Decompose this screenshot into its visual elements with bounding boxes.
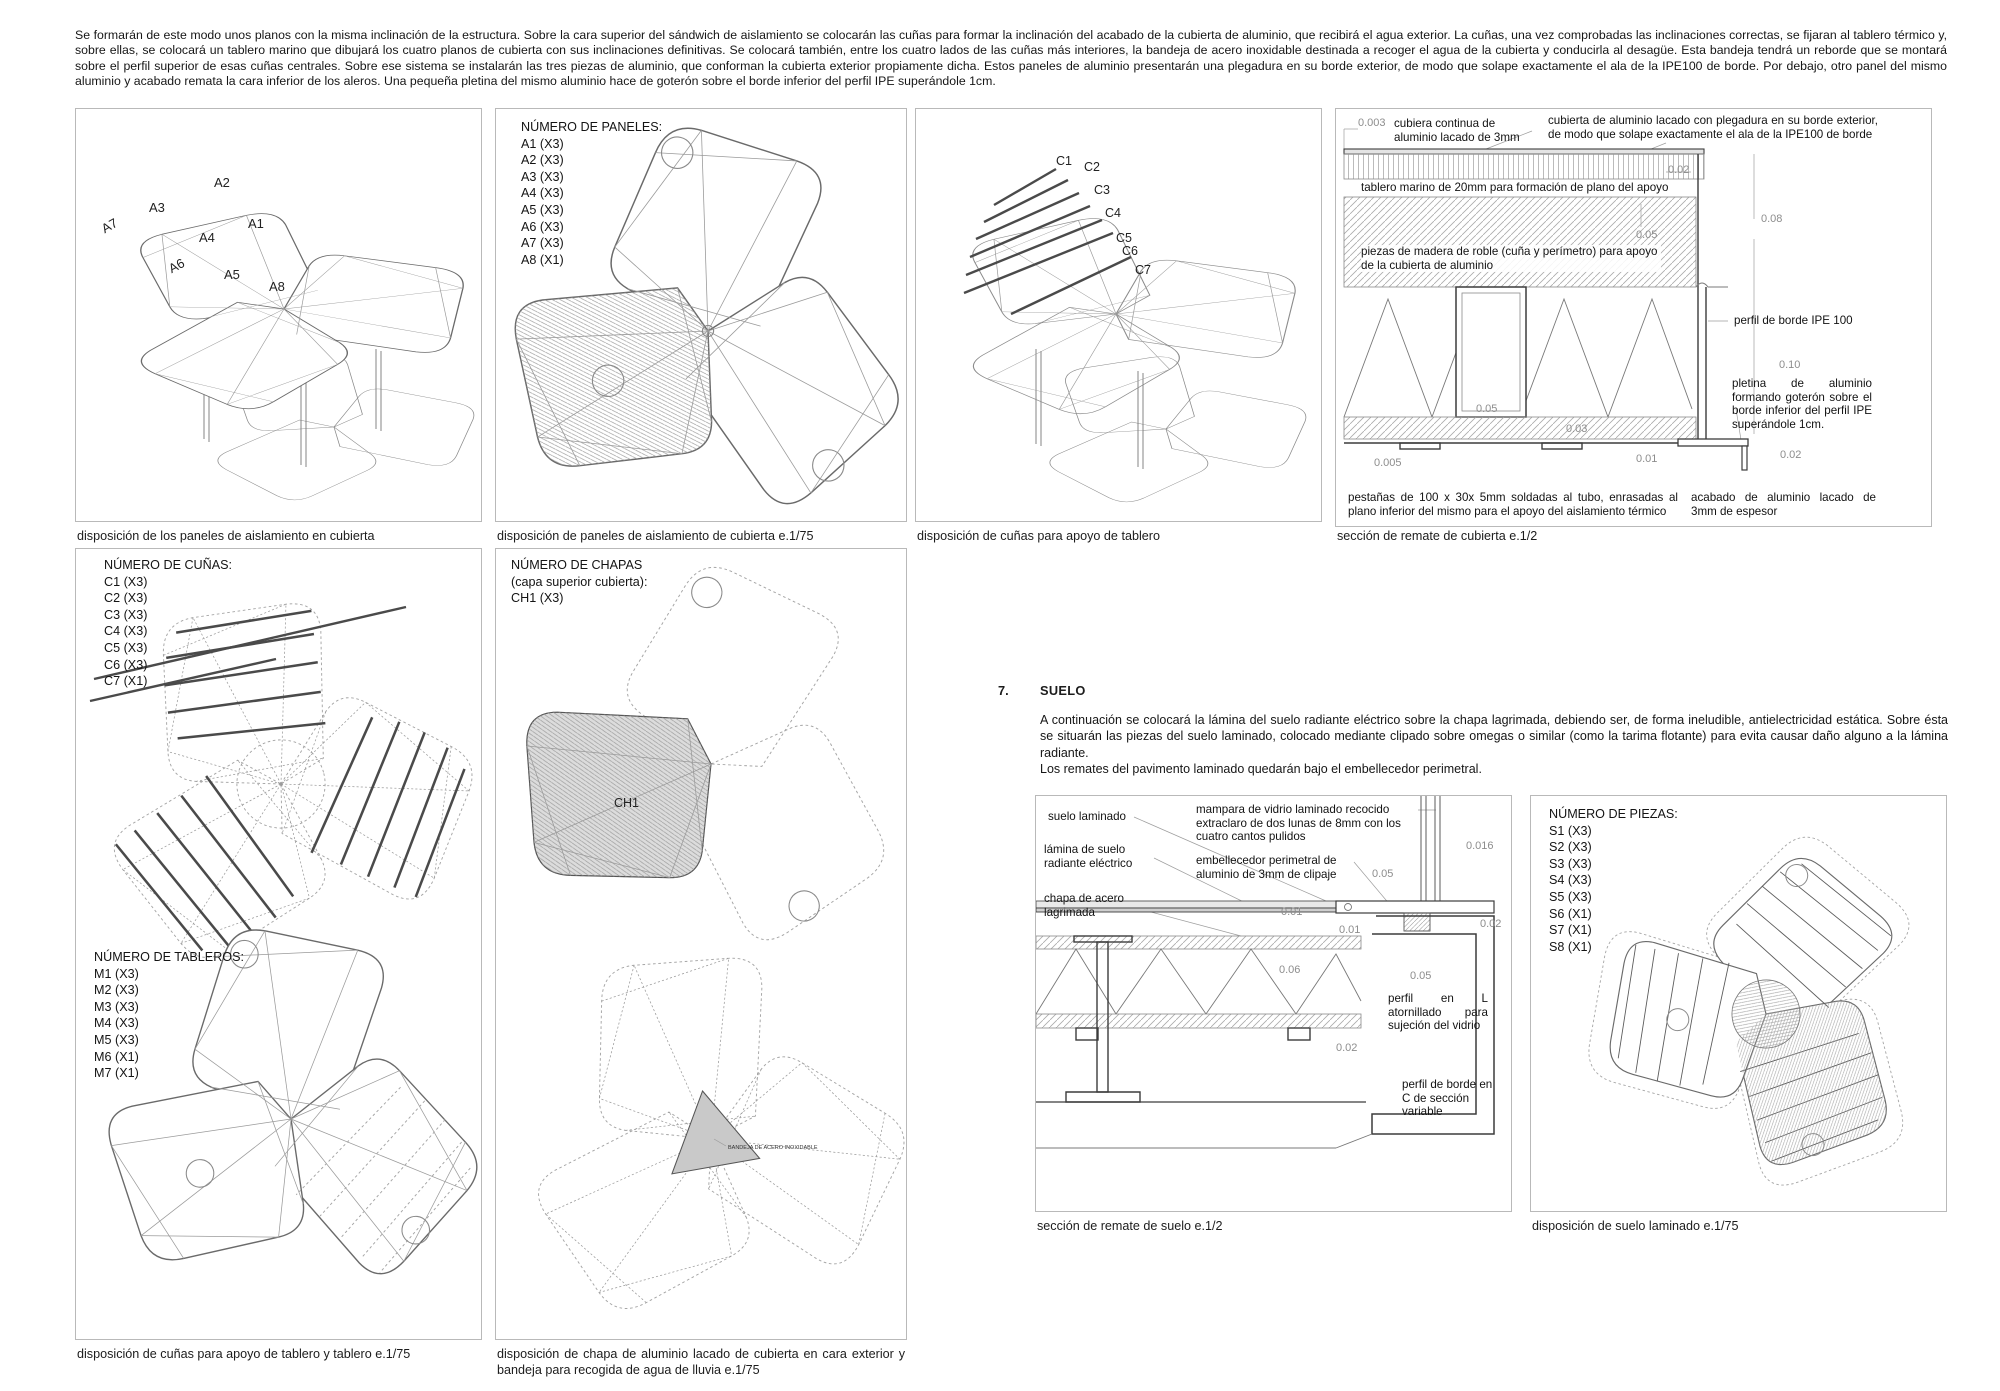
- legend-item: A4 (X3): [521, 186, 564, 201]
- ann-pestanas: pestañas de 100 x 30x 5mm soldadas al tubo, enrasadas al plano inferior del mismo para el apoyo del aislamiento térmico: [1348, 491, 1678, 518]
- legend-item: M4 (X3): [94, 1016, 139, 1031]
- figure-floor-plan: [1530, 795, 1947, 1212]
- panels-iso-drawing: [76, 109, 481, 521]
- ann-piezas-roble: piezas de madera de roble (cuña y perímetro) para apoyo de la cubierta de aluminio: [1361, 245, 1661, 272]
- legend-item: S5 (X3): [1549, 889, 1592, 904]
- dim-002b: 0.02: [1780, 449, 1802, 461]
- dim-f002a: 0.02: [1480, 918, 1502, 930]
- legend-item: C4 (X3): [104, 624, 148, 639]
- ch1-label: CH1: [614, 796, 640, 810]
- legend-item: A7 (X3): [521, 236, 564, 251]
- figure-sheet-plan: [495, 548, 907, 1340]
- ann-suelo-laminado: suelo laminado: [1048, 810, 1126, 823]
- figure-wedges-boards-plan: [75, 548, 482, 1340]
- legend-item: C1 (X3): [104, 574, 148, 589]
- ann-tablero-marino: tablero marino de 20mm para formación de plano del apoyo: [1361, 181, 1669, 194]
- legend-item: A5 (X3): [521, 202, 564, 217]
- panel-label-a1: A1: [248, 216, 264, 231]
- caption-roof-section: sección de remate de cubierta e.1/2: [1337, 529, 1538, 543]
- panel-label-a6: A6: [165, 255, 188, 276]
- sheet-plan-drawing: [496, 549, 906, 1339]
- ann-acabado: acabado de aluminio lacado de 3mm de espesor: [1691, 491, 1876, 518]
- pieces-legend-list: [1549, 823, 1678, 956]
- wedges-iso-drawing: [916, 109, 1321, 521]
- boards-legend: [94, 949, 244, 1082]
- sheets-legend-title: NÚMERO DE CHAPAS: [511, 558, 643, 572]
- dim-010: 0.10: [1779, 359, 1801, 371]
- legend-item: A6 (X3): [521, 219, 564, 234]
- panel-label-a3: A3: [149, 200, 165, 215]
- legend-item: M1 (X3): [94, 966, 139, 981]
- ann-lamina-radiante: lámina de suelo radiante eléctrico: [1044, 843, 1133, 870]
- caption-sheet-plan: disposición de chapa de aluminio lacado de cubierta en cara exterior y bandeja para recogida de agua de lluvia e.1/75: [497, 1347, 905, 1377]
- legend-item: A3 (X3): [521, 169, 564, 184]
- boards-legend-title: NÚMERO DE TABLEROS:: [94, 950, 244, 964]
- ann-embellecedor: embellecedor perimetral de aluminio de 3mm de clipaje: [1196, 854, 1337, 881]
- wedge-label-c2: C2: [1084, 160, 1100, 174]
- dim-f002b: 0.02: [1336, 1042, 1358, 1054]
- ann-mampara: mampara de vidrio laminado recocido extraclaro de dos lunas de 8mm con los cuatro cantos pulidos: [1196, 803, 1401, 844]
- wedge-label-c3: C3: [1094, 183, 1110, 197]
- ann-cubierta-plegadura: cubierta de aluminio lacado con plegadura en su borde exterior, de modo que solape exactamente el ala de la IPE100 de borde: [1548, 114, 1878, 141]
- caption-panels-iso: disposición de los paneles de aislamiento en cubierta: [77, 529, 375, 543]
- ann-cubierta-continua: cubiera continua de aluminio lacado de 3mm: [1394, 117, 1520, 144]
- legend-item: M6 (X1): [94, 1049, 139, 1064]
- legend-item: S7 (X1): [1549, 923, 1592, 938]
- panels-legend-title: NÚMERO DE PANELES:: [521, 120, 663, 134]
- wedge-label-c4: C4: [1105, 206, 1121, 220]
- ann-pletina: pletina de aluminio formando goterón sobre el borde inferior del perfil IPE superándole 1cm.: [1732, 377, 1872, 431]
- boards-legend-list: [94, 966, 244, 1082]
- legend-item: S1 (X3): [1549, 823, 1592, 838]
- legend-item: A1 (X3): [521, 136, 564, 151]
- intro-paragraph: Se formarán de este modo unos planos con la misma inclinación de la estructura. Sobre la cara superior del sándwich de aislamiento se colocarán las cuñas para formar la inclinación del acabado de la cubierta de aluminio, que recibirá el agua exterior. La cuñas, una vez comprobadas las inclinaciones correctas, se fijaran al tablero térmico y, sobre ellas, se colocará un tablero marino que dibujará los cuatro planos de cubierta con sus inclinaciones definitivas. Se colocará también, entre los cuatro lados de las cuñas más interiores, la bandeja de acero inoxidable destinada a recoger el agua de la cubierta y conducirla al desagüe. Esta bandeja tendrá un reborde que se montará sobre el perfil superior de esas cuñas centrales. Sobre ese sistema se instalarán las tres piezas de aluminio, que conforman la cubierta exterior propiamente dicha. Estos paneles de aluminio presentarán una plegadura en su borde exterior, de modo que solape exactamente el ala de la IPE100 de borde. Por debajo, otro panel del mismo aluminio y acabado remata la cara inferior de los aleros. Una pequeña pletina del mismo aluminio hace de goterón sobre el borde inferior del perfil IPE superándole 1cm.: [75, 28, 1947, 88]
- dim-003: 0.03: [1566, 423, 1588, 435]
- legend-item: C7 (X1): [104, 674, 148, 689]
- legend-item: A2 (X3): [521, 153, 564, 168]
- legend-item: M3 (X3): [94, 999, 139, 1014]
- caption-wedges-iso: disposición de cuñas para apoyo de tablero: [917, 529, 1160, 543]
- legend-item: S4 (X3): [1549, 873, 1592, 888]
- wedge-label-c1: C1: [1056, 154, 1072, 168]
- dim-f001b: 0.01: [1339, 924, 1361, 936]
- dim-f006: 0.06: [1279, 964, 1301, 976]
- legend-item: C6 (X3): [104, 657, 148, 672]
- caption-panels-plan: disposición de paneles de aislamiento de cubierta e.1/75: [497, 529, 814, 543]
- dim-001: 0.01: [1636, 453, 1658, 465]
- figure-roof-section: [1335, 108, 1932, 527]
- caption-floor-plan: disposición de suelo laminado e.1/75: [1532, 1219, 1739, 1233]
- legend-item: C3 (X3): [104, 607, 148, 622]
- panel-label-a8: A8: [269, 279, 285, 294]
- ann-perfil-l: perfil en L atornillado para sujeción del vidrio: [1388, 992, 1488, 1033]
- caption-wedges-boards: disposición de cuñas para apoyo de tablero y tablero e.1/75: [77, 1347, 411, 1361]
- legend-item: A8 (X1): [521, 252, 564, 267]
- legend-item: S6 (X1): [1549, 906, 1592, 921]
- figure-floor-section: [1035, 795, 1512, 1212]
- wedges-legend-list: [104, 574, 232, 690]
- legend-item: S3 (X3): [1549, 856, 1592, 871]
- dim-008: 0.08: [1761, 213, 1783, 225]
- legend-item: S8 (X1): [1549, 939, 1592, 954]
- legend-item: C2 (X3): [104, 591, 148, 606]
- suelo-section-number: 7.: [998, 683, 1009, 698]
- panel-label-a7: A7: [98, 215, 121, 237]
- ann-perfil-ipe: perfil de borde IPE 100: [1734, 314, 1853, 327]
- figure-wedges-iso: [915, 108, 1322, 522]
- figure-panels-iso: [75, 108, 482, 522]
- panel-label-a5: A5: [224, 267, 240, 282]
- wedges-legend-title: NÚMERO DE CUÑAS:: [104, 558, 233, 572]
- dim-0003: 0.003: [1358, 117, 1386, 129]
- dim-0005: 0.005: [1374, 457, 1402, 469]
- dim-0016: 0.016: [1466, 840, 1494, 852]
- sheets-legend: [511, 557, 648, 607]
- panels-legend-list: [521, 136, 662, 269]
- sheets-legend-item: CH1 (X3): [511, 591, 564, 606]
- panel-label-a2: A2: [214, 175, 230, 190]
- dim-f005a: 0.05: [1372, 868, 1394, 880]
- sheets-legend-sub: (capa superior cubierta):: [511, 574, 648, 589]
- legend-item: M5 (X3): [94, 1032, 139, 1047]
- suelo-paragraph-2: Los remates del pavimento laminado quedarán bajo el embellecedor perimetral.: [1040, 762, 1482, 776]
- pieces-legend-title: NÚMERO DE PIEZAS:: [1549, 807, 1678, 821]
- dim-002a: 0.02: [1668, 164, 1690, 176]
- dim-005a: 0.05: [1636, 229, 1658, 241]
- suelo-paragraph-1: A continuación se colocará la lámina del suelo radiante eléctrico sobre la chapa lagrimada, debiendo ser, de forma ineludible, antielectricidad estática. Sobre ésta se situarán las piezas del suelo laminado, colocado mediante clipado sobre omegas o similar (como la tarima flotante) para evita causar daño alguno a la lámina radiante.: [1040, 713, 1948, 760]
- dim-005b: 0.05: [1476, 403, 1498, 415]
- legend-item: M2 (X3): [94, 983, 139, 998]
- pieces-legend: [1549, 806, 1678, 955]
- dim-f001a: 0.01: [1281, 906, 1303, 918]
- tray-label: BANDEJA DE ACERO INOXIDABLE: [728, 1145, 818, 1151]
- caption-floor-section: sección de remate de suelo e.1/2: [1037, 1219, 1223, 1233]
- legend-item: S2 (X3): [1549, 840, 1592, 855]
- dim-f005b: 0.05: [1410, 970, 1432, 982]
- legend-item: M7 (X1): [94, 1066, 139, 1081]
- wedge-label-c6: C6: [1122, 244, 1138, 258]
- ann-chapa-acero: chapa de acero lagrimada: [1044, 892, 1124, 919]
- wedge-label-c7: C7: [1135, 263, 1151, 277]
- wedge-label-c5: C5: [1116, 231, 1132, 245]
- legend-item: C5 (X3): [104, 640, 148, 655]
- wedges-legend: [104, 557, 232, 690]
- suelo-section-title: SUELO: [1040, 683, 1086, 698]
- figure-panels-plan: [495, 108, 907, 522]
- panels-legend: [521, 119, 662, 268]
- ann-perfil-c: perfil de borde en C de sección variable: [1402, 1078, 1493, 1119]
- panel-label-a4: A4: [199, 230, 215, 245]
